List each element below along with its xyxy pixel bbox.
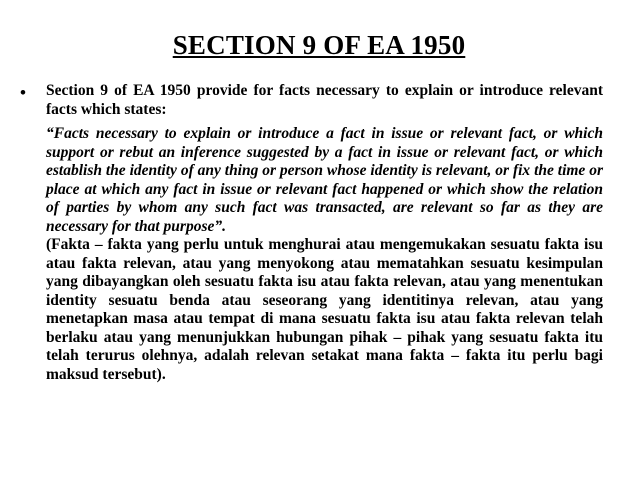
section-quote: “Facts necessary to explain or introduce a fact in issue or relevant fact, or which support or rebut an inference suggested by a fact in issue or relevant fact, or which establish the identity of any thing or person whose identity is relevant, or fix the time or place at which any fact in issue or relevant fact happened or which show the relation of parties by whom any such fact was transacted, are relevant so far as they are necessary for that purpose”. xyxy=(46,125,603,235)
bullet-content xyxy=(46,82,603,384)
bullet-marker: • xyxy=(20,83,26,102)
intro-text: Section 9 of EA 1950 provide for facts necessary to explain or introduce relevant facts which states: xyxy=(46,82,603,118)
malay-translation: (Fakta – fakta yang perlu untuk menghurai atau mengemukakan sesuatu fakta isu atau fakta relevan, atau yang menyokong atau mematahkan sesuatu kesimpulan yang dibayangkan oleh sesuatu fakta isu atau fakta relevan, atau yang menentukan identity sesuatu benda atau seseorang yang identitinya relevan, atau yang menetapkan masa atau tempat di mana sesuatu fakta isu atau fakta relevan telah berlaku atau yang menunjukkan hubungan pihak – pihak yang sesuatu fakta itu telah terurus olehnya, adalah relevan setakat mana fakta – fakta itu perlu bagi maksud tersebut). xyxy=(46,236,603,383)
slide-title: SECTION 9 OF EA 1950 xyxy=(172,30,466,60)
